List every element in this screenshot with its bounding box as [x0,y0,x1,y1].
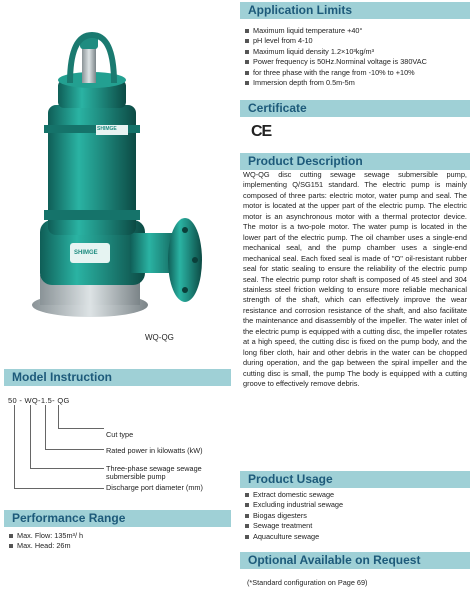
connector-line [14,405,15,488]
list-item: Biogas digesters [244,511,470,521]
standard-config-note: (*Standard configuration on Page 69) [247,578,368,587]
product-usage-list [244,490,470,542]
label-submersible: submersible pump [106,472,166,481]
list-item: Maximum liquid density 1.2×10³kg/m³ [244,47,470,57]
performance-range-title: Performance Range [12,511,126,525]
list-item: Immersion depth from 0.5m-5m [244,78,470,88]
brand-label-volute: SHIMGE [74,250,98,256]
product-description-header [240,153,470,170]
label-cut-type: Cut type [106,430,134,439]
label-three-phase: Three-phase sewage sewage [106,464,202,473]
list-item: Extract domestic sewage [244,490,470,500]
list-item: for three phase with the range from -10% to +10% [244,68,470,78]
connector-line [30,468,104,469]
list-item: Maximum liquid temperature +40° [244,26,470,36]
application-limits-title: Application Limits [248,3,353,17]
list-item: pH level from 4-10 [244,36,470,46]
list-item: Sewage treatment [244,521,470,531]
application-limits-header [240,2,470,19]
connector-line [45,405,46,449]
product-description-title: Product Description [248,154,363,168]
list-item: Max. Flow: 135m³/ h [8,531,228,541]
certificate-title: Certificate [248,101,307,115]
label-rated-power: Rated power in kilowatts (kW) [106,446,203,455]
list-item: Power frequency is 50Hz.Norminal voltage is 380VAC [244,57,470,67]
ce-mark: CE [251,123,272,140]
pump-image [10,5,235,335]
connector-line [45,449,104,450]
model-code: 50 - WQ-1.5- QG [8,396,70,405]
connector-line [58,405,59,428]
product-description-text: WQ-QG disc cutting sewage sewage submersible pump, implementing Q/SG151 standard. The electric pump is mainly composed of three parts: electric motor, water pump and seal. The motor is located at the upper part of the electric pump. The electric motor is an asynchronous motor with a thermal protector device. The motor is a two-pole motor. The water pump is located in the lower part of the electric pump. The oil chamber uses a single-end mechanical seal, and the pump chamber uses a single-end mechanical seal. Each fixed seal is made of "O" oil-resistant rubber seal for static sealing to ensure the reliability of the electric pump seal. The electric pump rotor shaft is composed of 45 steel and 304 stainless steel friction welding to ensure more reliable mechanical strength of the shaft, which can effectively improve the wear resistance and corrosion resistance of the shaft, and also facilitate the maintenance and disassembly of the impeller. The water inlet of the electric pump is equipped with a cutting disc, the impeller rotates at a high speed, the cutting disc is fixed on the pump body, and the long fiber cloth, hair and other debris in the water can be chopped during operation, and the gap between the spiral impeller and the cutting disc is small, the pump The body is equipped with a cutting groove to effectively remove debris. [243,170,467,389]
list-item: Aquaculture sewage [244,532,470,542]
model-instruction-header [4,369,231,386]
performance-range-header [4,510,231,527]
product-usage-header [240,471,470,488]
connector-line [58,428,104,429]
connector-line [30,405,31,468]
optional-title: Optional Available on Request [248,553,421,567]
product-caption: WQ-QG [145,333,174,342]
list-item: Max. Head: 26m [8,541,228,551]
brand-label: SHIMGE [97,126,117,132]
performance-list [8,531,228,552]
optional-header [240,552,470,569]
certificate-header [240,100,470,117]
model-instruction-title: Model Instruction [12,370,112,384]
product-usage-title: Product Usage [248,472,333,486]
connector-line [14,488,104,489]
label-discharge: Discharge port diameter (mm) [106,483,203,492]
application-limits-list [244,26,470,88]
list-item: Excluding industrial sewage [244,500,470,510]
